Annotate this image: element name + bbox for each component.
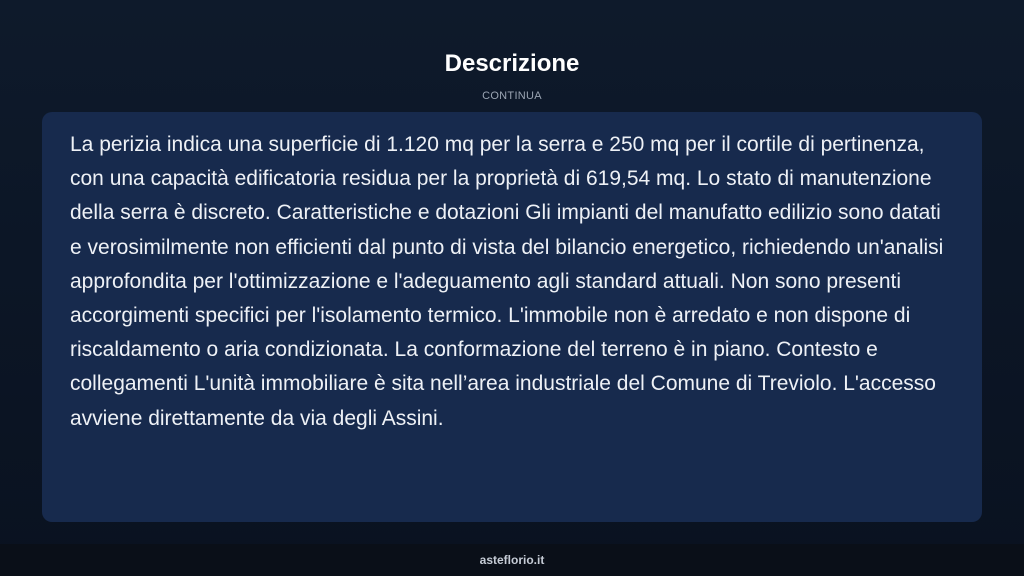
- description-card: [42, 112, 982, 522]
- continue-label: CONTINUA: [482, 90, 542, 102]
- description-text: La perizia indica una superficie di 1.120 mq per la serra e 250 mq per il cortile di pertinenza, con una capacità edificatoria residua per la proprietà di 619,54 mq. Lo stato di manutenzione della serra è discreto. Caratteristiche e dotazioni Gli impianti del manufatto edilizio sono datati e verosimilmente non efficienti dal punto di vista del bilancio energetico, richiedendo un'analisi approfondita per l'ottimizzazione e l'adeguamento agli standard attuali. Non sono presenti accorgimenti specifici per l'isolamento termico. L'immobile non è arredato e non dispone di riscaldamento o aria condizionata. La conformazione del terreno è in piano. Contesto e collegamenti L'unità immobiliare è sita nell’area industriale del Comune di Treviolo. L'accesso avviene direttamente da via degli Assini.: [70, 133, 944, 430]
- footer-bar: [0, 544, 1024, 576]
- site-name: asteflorio.it: [479, 553, 545, 567]
- page-title: Descrizione: [444, 50, 580, 77]
